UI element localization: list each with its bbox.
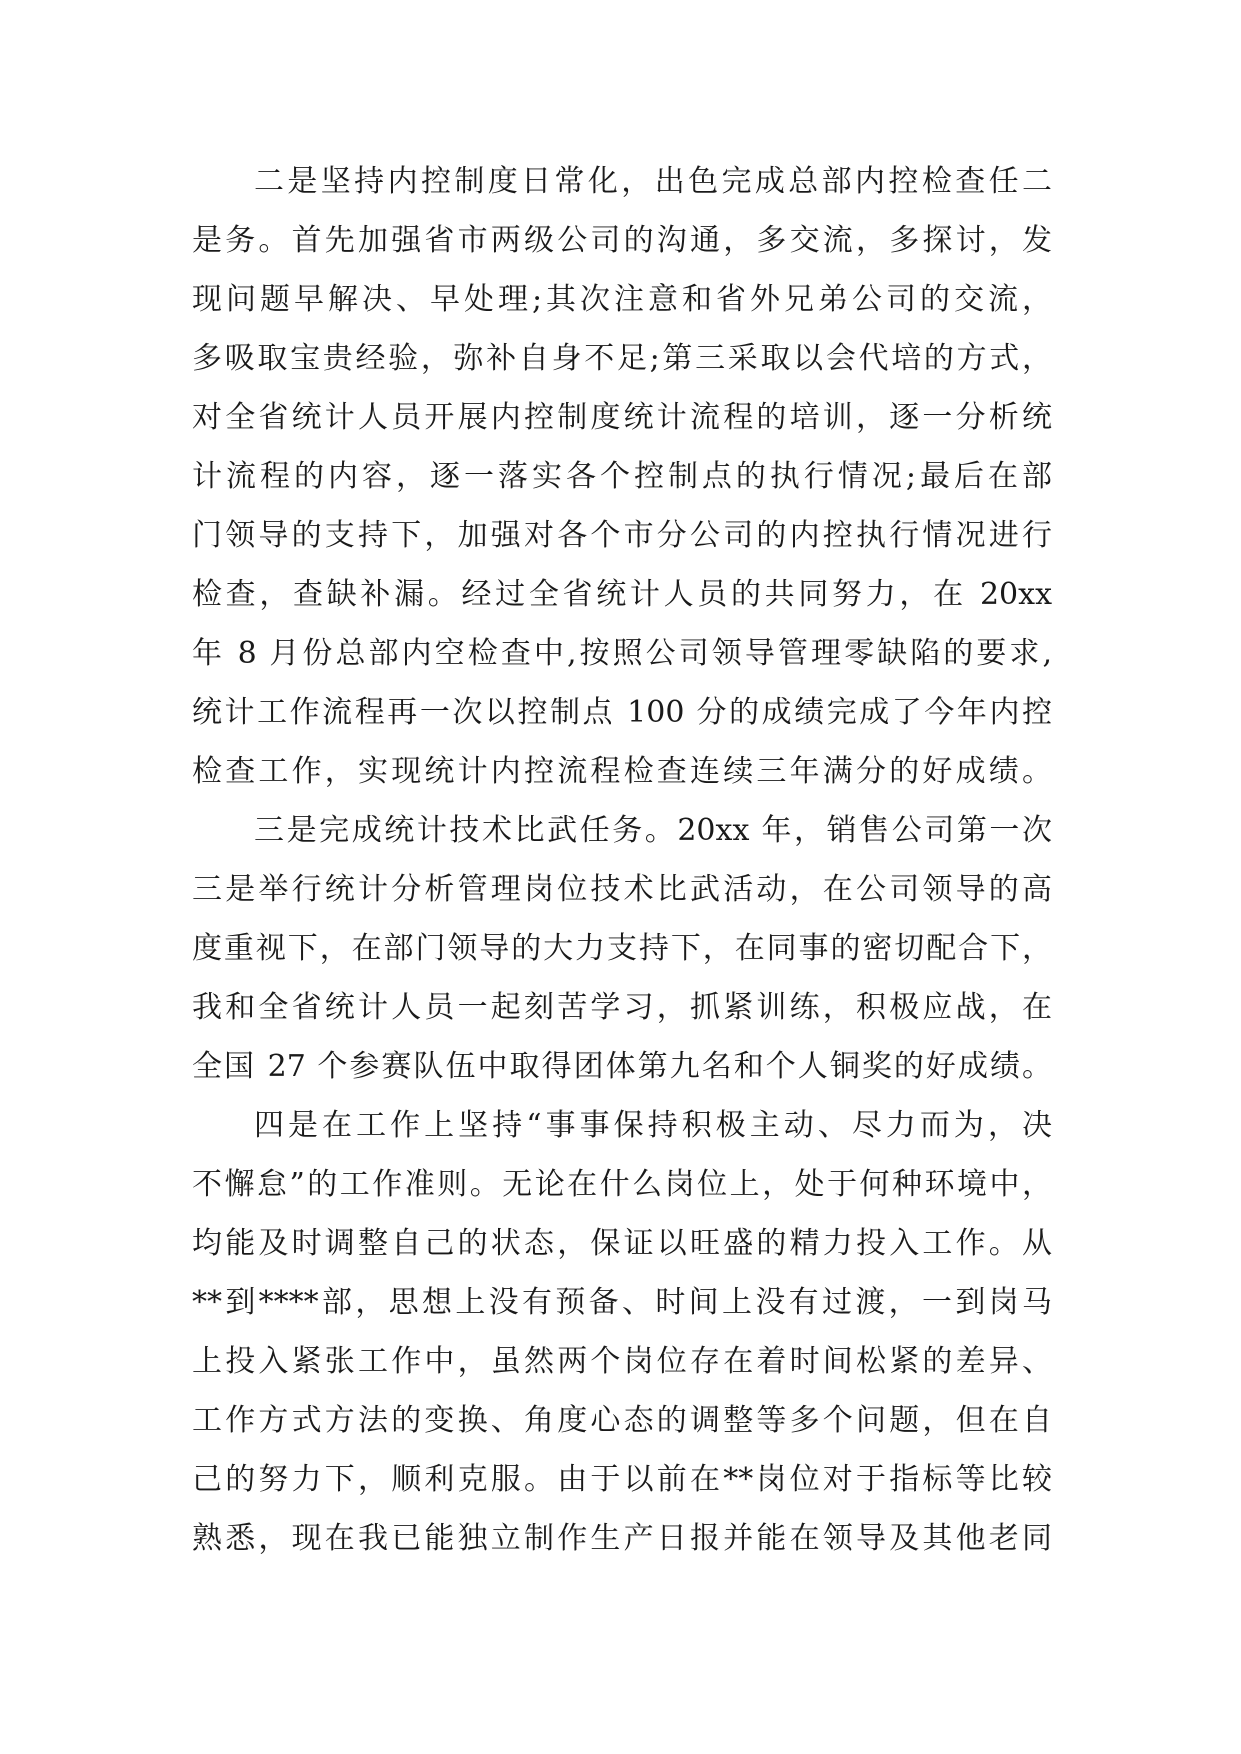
paragraph-line: 熟悉，现在我已能独立制作生产日报并能在领导及其他老同: [192, 1521, 1052, 1556]
paragraph-line: 上投入紧张工作中，虽然两个岗位存在着时间松紧的差异、: [192, 1344, 1052, 1379]
paragraph-line: 现问题早解决、早处理;其次注意和省外兄弟公司的交流，: [192, 282, 1052, 317]
paragraph-line: 我和全省统计人员一起刻苦学习，抓紧训练，积极应战，在: [192, 990, 1052, 1025]
paragraph-line: 三是完成统计技术比武任务。20xx 年，销售公司第一次: [254, 813, 1052, 848]
paragraph-line: 年 8 月份总部内空检查中,按照公司领导管理零缺陷的要求,: [192, 636, 1052, 671]
body-text: [192, 152, 1052, 1568]
paragraph-line: 门领导的支持下，加强对各个市分公司的内控执行情况进行: [192, 518, 1052, 553]
paragraph-line: 对全省统计人员开展内控制度统计流程的培训，逐一分析统: [192, 400, 1052, 435]
paragraph-line: 工作方式方法的变换、角度心态的调整等多个问题，但在自: [192, 1403, 1052, 1438]
paragraph-line: 三是举行统计分析管理岗位技术比武活动，在公司领导的高: [192, 872, 1052, 907]
paragraph-line: 多吸取宝贵经验，弥补自身不足;第三采取以会代培的方式，: [192, 341, 1052, 376]
paragraph-line: 检查，查缺补漏。经过全省统计人员的共同努力，在 20xx: [192, 577, 1052, 612]
paragraph-line: 计流程的内容，逐一落实各个控制点的执行情况;最后在部: [192, 459, 1052, 494]
paragraph-line: 检查工作，实现统计内控流程检查连续三年满分的好成绩。: [192, 754, 1052, 789]
paragraph-line: 是务。首先加强省市两级公司的沟通，多交流，多探讨，发: [192, 223, 1052, 258]
paragraph-line: 全国 27 个参赛队伍中取得团体第九名和个人铜奖的好成绩。: [192, 1049, 1052, 1084]
paragraph-line: 己的努力下，顺利克服。由于以前在**岗位对于指标等比较: [192, 1462, 1052, 1497]
paragraph-line: 度重视下，在部门领导的大力支持下，在同事的密切配合下，: [192, 931, 1052, 966]
paragraph-line: 统计工作流程再一次以控制点 100 分的成绩完成了今年内控: [192, 695, 1052, 730]
paragraph-line: **到****部，思想上没有预备、时间上没有过渡，一到岗马: [192, 1285, 1052, 1320]
paragraph-line: 不懈怠”的工作准则。无论在什么岗位上，处于何种环境中，: [192, 1167, 1052, 1202]
paragraph-line: 二是坚持内控制度日常化，出色完成总部内控检查任二: [254, 164, 1052, 199]
paragraph-line: 均能及时调整自己的状态，保证以旺盛的精力投入工作。从: [192, 1226, 1052, 1261]
paragraph-line: 四是在工作上坚持“事事保持积极主动、尽力而为，决: [254, 1108, 1052, 1143]
